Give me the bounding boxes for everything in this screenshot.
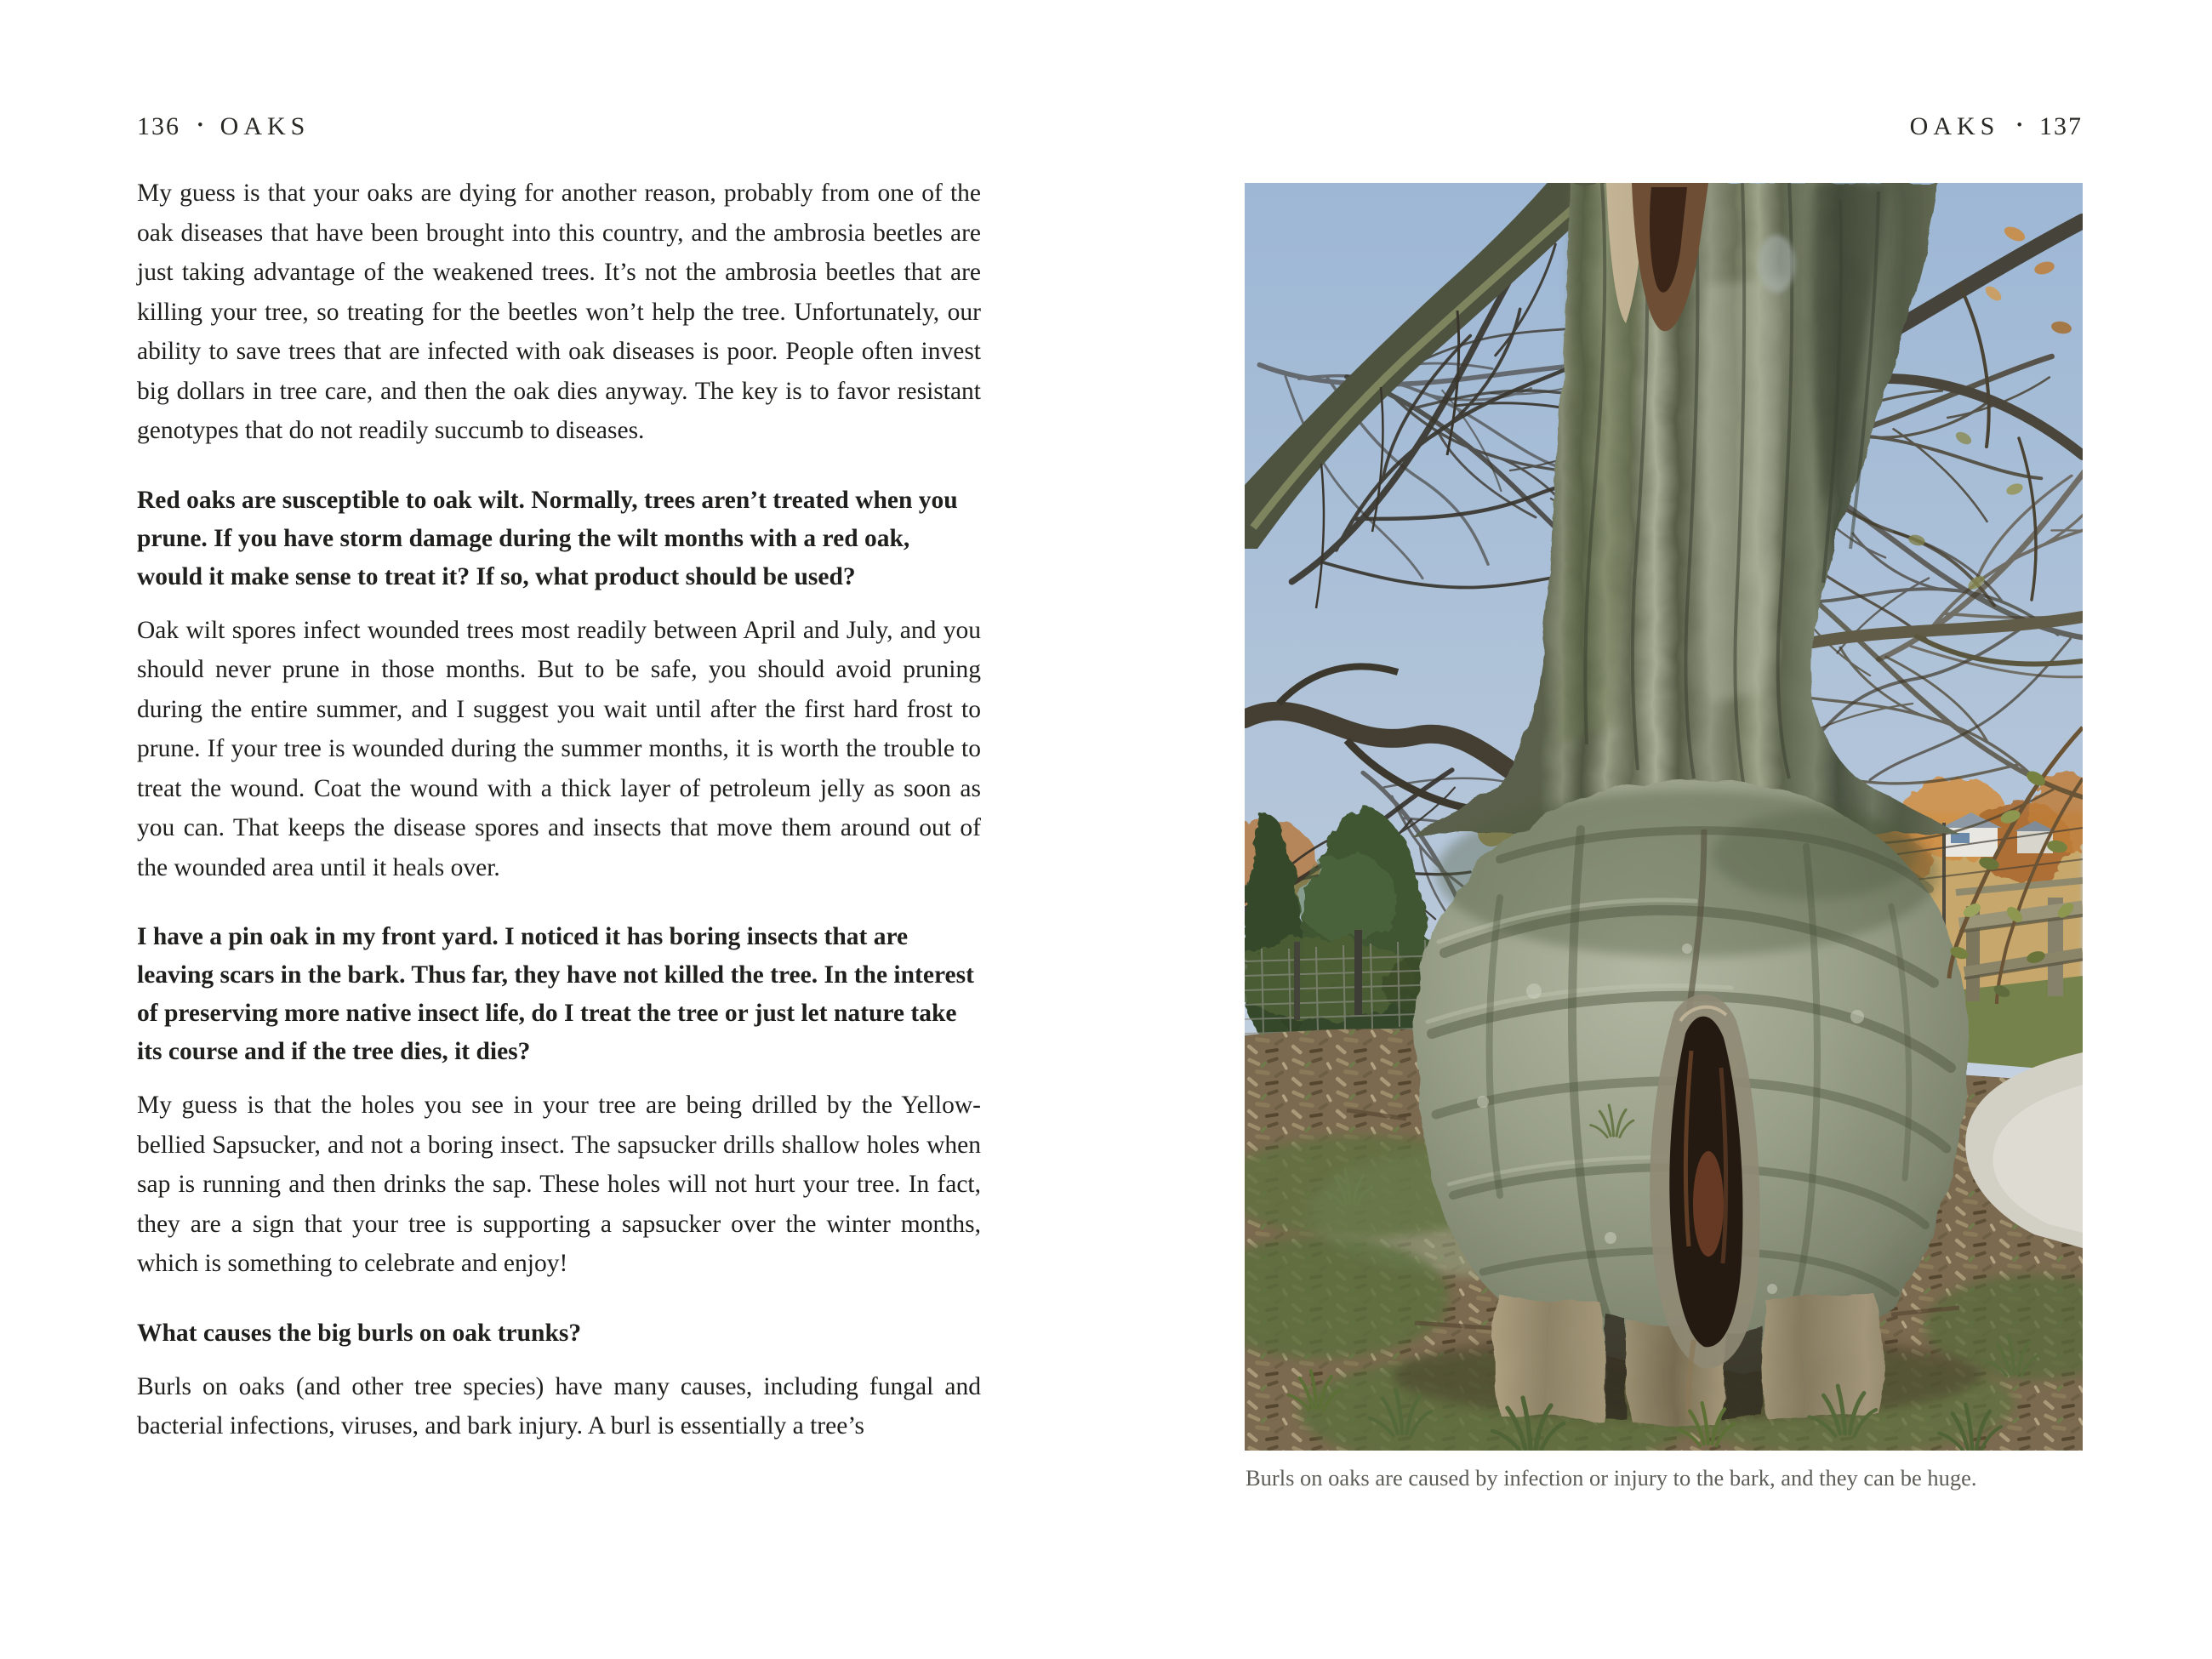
section-title-left: OAKS bbox=[219, 112, 311, 140]
bullet-separator: • bbox=[197, 117, 203, 134]
paragraph: My guess is that your oaks are dying for another reason, probably from one of the oak diseases that have been brought into this country, and the ambrosia beetles are just taking advantage of the weakened trees. It’s not the ambrosia beetles that are killing your tree, so treating for the beetles won’t help the tree. Unfortunately, our ability to save trees that are infected with oak diseases is poor. People often invest big dollars in tree care, and then the oak dies anyway. The key is to favor resistant genotypes that do not readily succumb to diseases. bbox=[137, 180, 981, 444]
paragraph: Oak wilt spores infect wounded trees most readily between April and July, and you should never prune in those months. But to be safe, you should avoid pruning during the entire summer, and I suggest you wait until after the first hard frost to prune. If your tree is wounded during the summer months, it is worth the trouble to treat the wound. Coat the wound with a thick layer of petroleum jelly as soon as you can. That keeps the disease spores and insects that move them around out of the wounded area until it heals over. bbox=[137, 616, 981, 881]
paragraph: My guess is that the holes you see in your tree are being drilled by the Yellow-bellied Sapsucker, and not a boring insect. The sapsucker drills shallow holes when sap is running and then drinks the sap. These holes will not hurt your tree. In fact, they are a sign that your tree is supporting a sapsucker over the winter months, which is something to celebrate and enjoy! bbox=[137, 1092, 981, 1277]
question-heading: What causes the big burls on oak trunks? bbox=[137, 1319, 582, 1347]
running-head-right bbox=[1910, 112, 2083, 141]
paragraph: Burls on oaks (and other tree species) have many causes, including fungal and bacterial infections, viruses, and bark injury. A burl is essentially a tree’s bbox=[137, 1372, 981, 1440]
page-number-right: 137 bbox=[2039, 112, 2083, 140]
bullet-separator: • bbox=[2016, 117, 2022, 134]
burl-oak-photo bbox=[1245, 183, 2083, 1451]
burl-oak-photo-art bbox=[1245, 183, 2083, 1451]
question-heading: Red oaks are susceptible to oak wilt. Normally, trees aren’t treated when you prune. If you have storm damage during the wilt months with a red oak, would it make sense to treat it? If so, what product should be used? bbox=[137, 486, 958, 590]
text-column bbox=[137, 174, 981, 1446]
running-head-left bbox=[137, 112, 310, 141]
page-number-left: 136 bbox=[137, 112, 180, 140]
photo-caption: Burls on oaks are caused by infection or injury to the bark, and they can be huge. bbox=[1246, 1465, 1977, 1491]
section-title-right: OAKS bbox=[1909, 112, 2000, 140]
lichen-patch bbox=[1758, 235, 1795, 293]
question-heading: I have a pin oak in my front yard. I noticed it has boring insects that are leaving scars in the bark. Thus far, they have not killed the tree. In the interest of preserving more native insect life, do I treat the tree or just let nature take its course and if the tree dies, it dies? bbox=[137, 923, 974, 1065]
